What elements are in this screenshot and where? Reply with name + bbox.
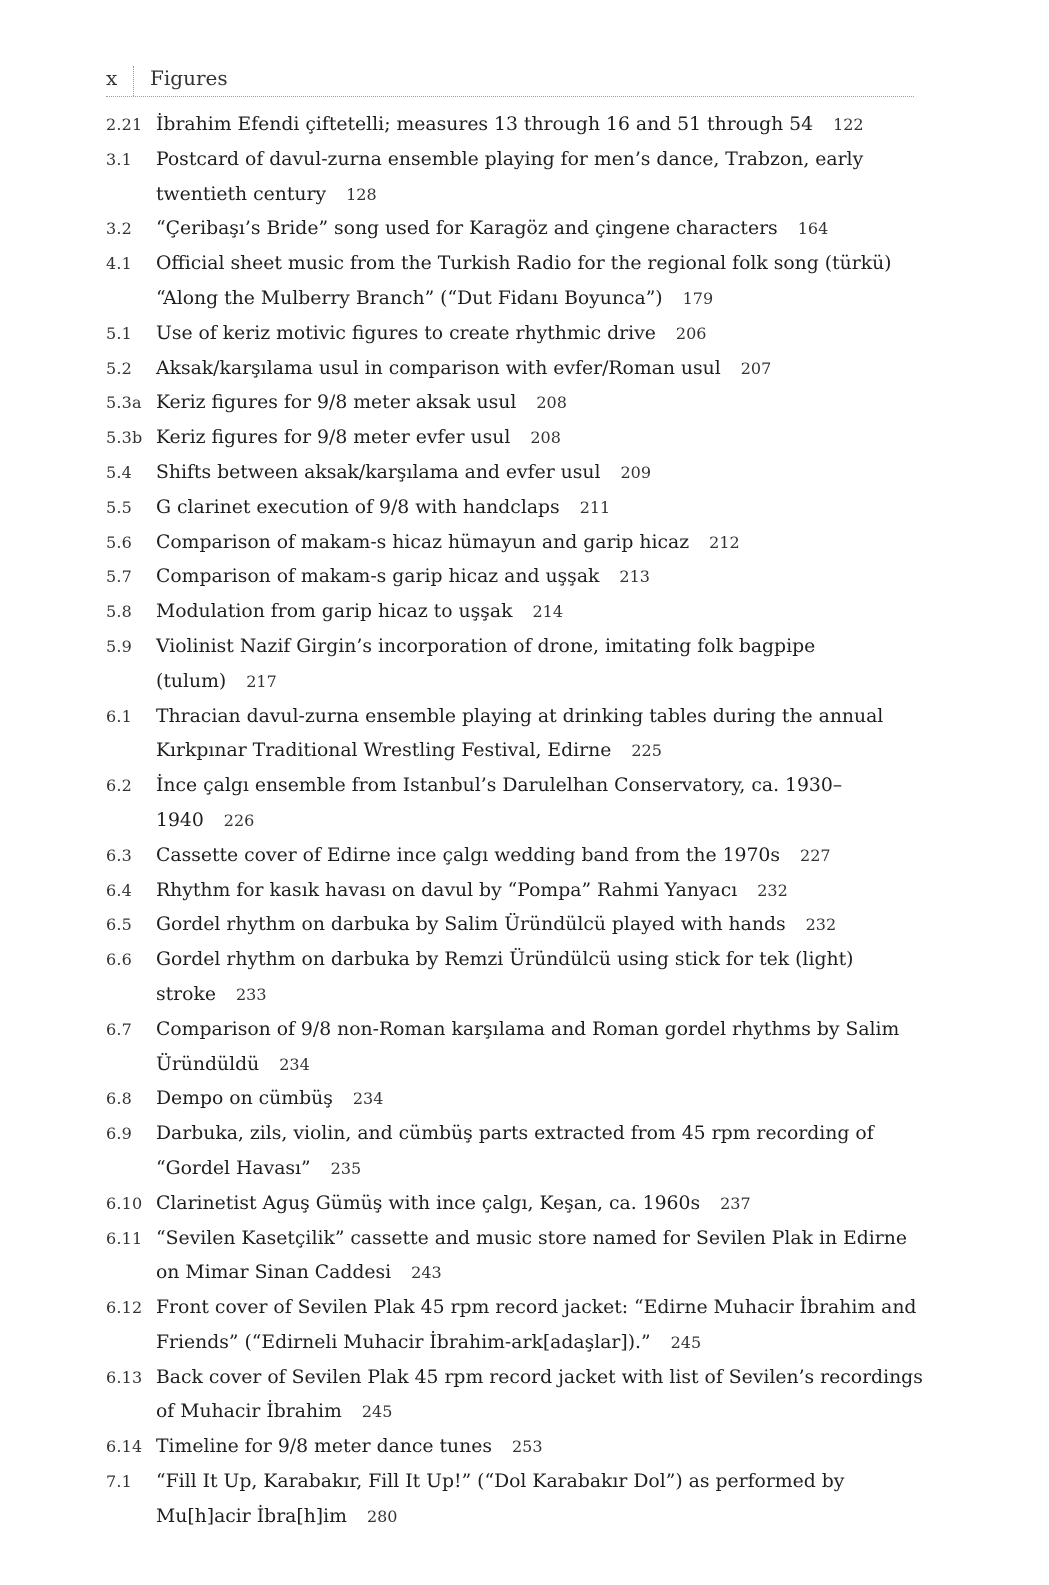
figure-caption-line bbox=[156, 143, 926, 213]
figure-caption: “Çeribaşı’s Bride” song used for Karagöz and çingene characters bbox=[156, 218, 778, 240]
figure-entry bbox=[106, 247, 926, 317]
figure-caption-line bbox=[156, 1117, 926, 1187]
figure-number: 6.7 bbox=[106, 1019, 133, 1039]
figure-number: 5.3b bbox=[106, 428, 143, 448]
figure-caption: G clarinet execution of 9/8 with handclaps bbox=[156, 496, 560, 518]
figure-page-number: 164 bbox=[797, 219, 829, 239]
figure-caption-line bbox=[156, 1361, 926, 1431]
figure-caption: Gordel rhythm on darbuka by Salim Üründülcü played with hands bbox=[156, 914, 786, 936]
figure-number: 5.3a bbox=[106, 393, 142, 413]
figure-number: 5.4 bbox=[106, 462, 133, 482]
figure-page-number: 213 bbox=[619, 567, 650, 587]
figure-page-number: 233 bbox=[235, 984, 267, 1004]
figure-caption-line bbox=[156, 212, 926, 247]
figure-caption: Thracian davul-zurna ensemble playing at drinking tables during the annual Kırkpınar Traditional Wrestling Festival, Edirne bbox=[156, 705, 884, 762]
figure-number: 6.8 bbox=[106, 1089, 133, 1109]
header-separator bbox=[133, 66, 134, 96]
figure-number: 4.1 bbox=[106, 254, 133, 274]
figure-caption: Dempo on cümbüş bbox=[156, 1088, 333, 1110]
figure-caption-line bbox=[156, 1430, 926, 1465]
figure-entry bbox=[106, 1117, 926, 1187]
figure-number: 6.9 bbox=[106, 1124, 133, 1144]
figure-number: 6.13 bbox=[106, 1367, 143, 1387]
figure-page-number: 227 bbox=[800, 845, 831, 865]
figure-entry bbox=[106, 421, 926, 456]
figure-caption-line bbox=[156, 317, 926, 352]
figure-number: 5.9 bbox=[106, 636, 133, 656]
figure-caption: Rhythm for kasık havası on davul by “Pompa” Rahmi Yanyacı bbox=[156, 879, 738, 901]
figure-number: 5.1 bbox=[106, 323, 133, 343]
figure-caption: “Sevilen Kasetçilik” cassette and music store named for Sevilen Plak in Edirne on Mimar Sinan Caddesi bbox=[156, 1227, 907, 1284]
figure-page-number: 179 bbox=[682, 288, 714, 308]
figure-caption: Darbuka, zils, violin, and cümbüş parts extracted from 45 rpm recording of “Gordel Havası” bbox=[156, 1123, 874, 1179]
figure-page-number: 234 bbox=[279, 1054, 310, 1074]
figure-number: 5.7 bbox=[106, 567, 133, 587]
figure-number: 6.10 bbox=[106, 1193, 143, 1213]
page-folio: x bbox=[106, 66, 118, 90]
figure-number: 6.5 bbox=[106, 915, 133, 935]
figure-page-number: 214 bbox=[532, 602, 564, 622]
figure-caption-line bbox=[156, 491, 926, 526]
figure-caption: Keriz figures for 9/8 meter aksak usul bbox=[156, 392, 517, 414]
running-head: Figures bbox=[150, 66, 228, 90]
figure-number: 5.6 bbox=[106, 532, 133, 552]
figure-page-number: 225 bbox=[631, 741, 662, 761]
figure-page-number: 211 bbox=[579, 497, 611, 517]
figure-caption-line bbox=[156, 456, 926, 491]
figure-caption-line bbox=[156, 769, 926, 839]
figure-caption: Timeline for 9/8 meter dance tunes bbox=[156, 1436, 492, 1458]
figure-entry bbox=[106, 839, 926, 874]
figure-page-number: 206 bbox=[675, 323, 707, 343]
figure-page-number: 128 bbox=[346, 184, 377, 204]
figure-caption: Comparison of makam-s garip hicaz and uşşak bbox=[156, 566, 600, 588]
figure-caption: Back cover of Sevilen Plak 45 rpm record jacket with list of Sevilen’s recordings of Muhacir İbrahim bbox=[156, 1366, 923, 1423]
figure-caption: Clarinetist Aguş Gümüş with ince çalgı, Keşan, ca. 1960s bbox=[156, 1192, 701, 1214]
figure-entry bbox=[106, 386, 926, 421]
figure-entry bbox=[106, 1291, 926, 1361]
figure-page-number: 208 bbox=[530, 428, 561, 448]
figure-page-number: 209 bbox=[620, 462, 652, 482]
figure-entry bbox=[106, 143, 926, 213]
figure-page-number: 280 bbox=[366, 1506, 398, 1526]
figure-caption-line bbox=[156, 1465, 926, 1535]
figure-entry bbox=[106, 317, 926, 352]
figure-page-number: 232 bbox=[805, 915, 837, 935]
figure-caption: Front cover of Sevilen Plak 45 rpm record jacket: “Edirne Muhacir İbrahim and Friends” (“Edirneli Muhacir İbrahim-ark[adaşlar]).” bbox=[156, 1297, 917, 1353]
figure-page-number: 122 bbox=[833, 115, 864, 134]
figure-number: 6.6 bbox=[106, 950, 133, 970]
figure-caption-line bbox=[156, 247, 926, 317]
figure-entry bbox=[106, 630, 926, 700]
figure-caption: “Fill It Up, Karabakır, Fill It Up!” (“Dol Karabakır Dol”) as performed by Mu[h]acir İbra[h]im bbox=[156, 1471, 845, 1527]
figure-page-number: 232 bbox=[757, 880, 788, 900]
figure-number: 3.2 bbox=[106, 219, 133, 239]
figure-caption-line bbox=[156, 874, 926, 909]
figure-page-number: 253 bbox=[512, 1437, 543, 1457]
figure-caption-line bbox=[156, 630, 926, 700]
figure-entry bbox=[106, 700, 926, 770]
figure-entry bbox=[106, 943, 926, 1013]
figure-entry bbox=[106, 769, 926, 839]
figure-page-number: 226 bbox=[223, 810, 255, 830]
figure-caption-line bbox=[156, 1187, 926, 1222]
figure-caption: Comparison of 9/8 non-Roman karşılama and Roman gordel rhythms by Salim Üründüldü bbox=[156, 1018, 900, 1075]
figure-entry bbox=[106, 1187, 926, 1222]
figure-entry bbox=[106, 212, 926, 247]
figure-caption-line bbox=[156, 352, 926, 387]
figure-entry bbox=[106, 1361, 926, 1431]
figure-caption: Keriz figures for 9/8 meter evfer usul bbox=[156, 427, 511, 449]
figure-caption-line bbox=[156, 526, 926, 561]
figure-caption: İnce çalgı ensemble from Istanbul’s Darulelhan Conservatory, ca. 1930–1940 bbox=[156, 775, 843, 831]
figure-caption-line bbox=[156, 908, 926, 943]
figure-page-number: 208 bbox=[536, 393, 567, 413]
figure-caption-line bbox=[156, 595, 926, 630]
figure-caption-line bbox=[156, 560, 926, 595]
figure-page-number: 237 bbox=[720, 1193, 751, 1213]
figure-caption: Postcard of davul-zurna ensemble playing for men’s dance, Trabzon, early twentieth century bbox=[156, 148, 864, 205]
figure-page-number: 235 bbox=[330, 1158, 362, 1178]
figure-list bbox=[106, 108, 926, 1535]
figure-caption-line bbox=[156, 386, 926, 421]
figure-page-number: 245 bbox=[670, 1332, 702, 1352]
figure-caption-line bbox=[156, 1222, 926, 1292]
figure-caption: Shifts between aksak/karşılama and evfer usul bbox=[156, 461, 601, 483]
figure-caption: Modulation from garip hicaz to uşşak bbox=[156, 601, 513, 623]
figure-number: 6.1 bbox=[106, 706, 133, 726]
figure-caption: Violinist Nazif Girgin’s incorporation of drone, imitating folk bagpipe (tulum) bbox=[156, 635, 816, 692]
figure-page-number: 207 bbox=[740, 358, 772, 378]
page-header bbox=[106, 64, 914, 97]
figure-number: 6.12 bbox=[106, 1298, 143, 1318]
figure-caption-line bbox=[156, 1013, 926, 1083]
figure-caption: Gordel rhythm on darbuka by Remzi Üründülcü using stick for tek (light) stroke bbox=[156, 949, 854, 1005]
figure-caption: Cassette cover of Edirne ince çalgı wedding band from the 1970s bbox=[156, 844, 781, 866]
figure-entry bbox=[106, 456, 926, 491]
figure-number: 6.11 bbox=[106, 1228, 143, 1248]
figure-number: 7.1 bbox=[106, 1472, 133, 1492]
figure-entry bbox=[106, 595, 926, 630]
figure-caption-line bbox=[156, 108, 926, 143]
figure-page-number: 234 bbox=[352, 1089, 384, 1109]
figure-entry bbox=[106, 1013, 926, 1083]
figure-caption-line bbox=[156, 1291, 926, 1361]
figure-entry bbox=[106, 908, 926, 943]
figure-number: 6.2 bbox=[106, 776, 133, 796]
figure-entry bbox=[106, 352, 926, 387]
figure-caption-line bbox=[156, 700, 926, 770]
figure-page-number: 243 bbox=[411, 1263, 442, 1283]
figure-number: 6.14 bbox=[106, 1437, 143, 1457]
figure-caption: Use of keriz motivic figures to create rhythmic drive bbox=[156, 322, 656, 344]
figure-page-number: 212 bbox=[709, 532, 740, 552]
figure-number: 6.4 bbox=[106, 880, 133, 900]
figure-caption-line bbox=[156, 421, 926, 456]
figure-caption: Aksak/karşılama usul in comparison with evfer/Roman usul bbox=[156, 357, 721, 379]
figure-number: 6.3 bbox=[106, 845, 133, 865]
figure-entry bbox=[106, 1082, 926, 1117]
figure-page-number: 245 bbox=[361, 1402, 393, 1422]
figure-number: 5.8 bbox=[106, 602, 133, 622]
figure-caption-line bbox=[156, 1082, 926, 1117]
figure-caption: İbrahim Efendi çiftetelli; measures 13 through 16 and 51 through 54 bbox=[156, 114, 814, 135]
figure-number: 3.1 bbox=[106, 149, 133, 169]
figure-entry bbox=[106, 1430, 926, 1465]
figure-caption: Comparison of makam-s hicaz hümayun and garip hicaz bbox=[156, 531, 690, 553]
figure-caption-line bbox=[156, 943, 926, 1013]
figure-entry bbox=[106, 491, 926, 526]
figure-entry bbox=[106, 1465, 926, 1535]
figure-caption-line bbox=[156, 839, 926, 874]
figure-entry bbox=[106, 526, 926, 561]
figure-entry bbox=[106, 874, 926, 909]
figure-number: 5.5 bbox=[106, 497, 133, 517]
figure-page-number: 217 bbox=[246, 671, 277, 691]
figure-caption: Official sheet music from the Turkish Radio for the regional folk song (türkü) “Along the Mulberry Branch” (“Dut Fidanı Boyunca”) bbox=[156, 253, 892, 309]
figure-entry bbox=[106, 108, 926, 143]
figure-number: 5.2 bbox=[106, 358, 133, 378]
figure-entry bbox=[106, 560, 926, 595]
figure-number: 2.21 bbox=[106, 115, 143, 134]
figure-entry bbox=[106, 1222, 926, 1292]
